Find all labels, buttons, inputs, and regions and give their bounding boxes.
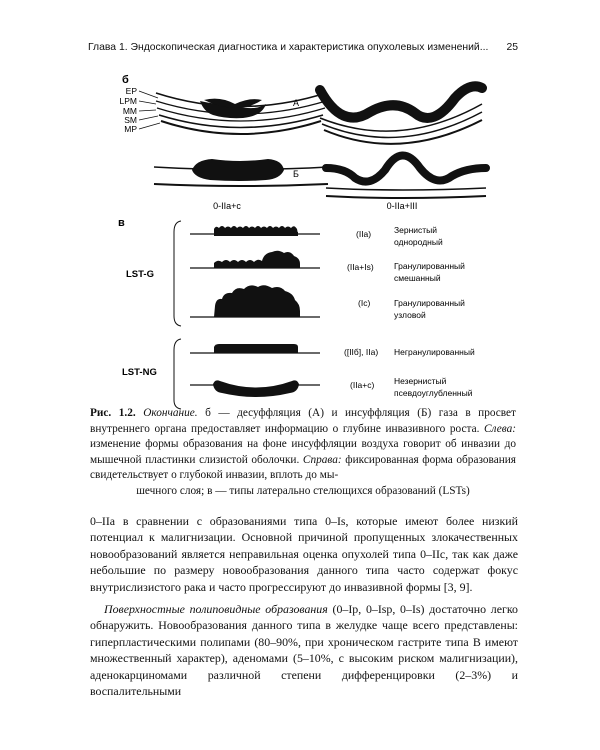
panel-b-label: б: [122, 74, 129, 86]
caption-left: Слева:: [484, 422, 516, 435]
lst-shape-granular-homogeneous: [190, 226, 320, 236]
bracket-lst-g: [174, 221, 181, 326]
chapter-title: Глава 1. Эндоскопическая диагностика и характеристика опухолевых изменений...: [88, 42, 489, 53]
group-label-lst-ng: LST-NG: [122, 367, 157, 378]
lst-shape-non-granular: [190, 344, 320, 353]
layer-leader-lines: [139, 91, 160, 129]
body-text: [90, 513, 518, 699]
lst-shape-granular-mixed: [190, 251, 320, 268]
code-iia: (IIa): [356, 229, 372, 239]
diagram-iia-c-deflated: [156, 93, 326, 134]
paragraph-1: 0–IIa в сравнении с образованиями типа 0–Is, которые имеют более низкий потенциал к малигнизации. Основной причиной пропущенных злокачественных новообразований является неправильная оценка опухолей типа 0–IIc, так как даже небольшие по размеру новообразования данного типа часто содержат фокус внутрислизистого рака и часто прогрессируют до инвазивной формы [3, 9].: [90, 514, 518, 594]
caption-right: Справа:: [302, 453, 342, 466]
paragraph-2-rest: (0–Ip, 0–Isp, 0–Is) достаточно легко обнаружить. Новообразования данного типа в желудке чаще всего представлены: гиперпластическими полипами (80–90%, при хроническом гастрите типа B имеют множественный характер), аденомами (5–10%, с высоким риском малигнизации), аденокарциномами различной степени дифференцировки (2–3%) и воспалительными: [90, 602, 518, 699]
layer-label-lpm: LPM: [119, 96, 137, 106]
layer-label-ep: EP: [125, 86, 137, 96]
caption-text-2: изменение формы образования на фоне инсуффляции воздуха говорит об инвазии до мышечной пластинки слизистой оболочки.: [90, 438, 516, 466]
page-number: 25: [506, 42, 518, 53]
diagram-iia-iii-inflated: [326, 155, 486, 198]
desc-granular-mixed-2: смешанный: [394, 273, 441, 283]
diagram-iia-iii-deflated: [320, 86, 482, 143]
group-label-lst-g: LST-G: [126, 269, 154, 280]
desc-granular-nodular-2: узловой: [394, 310, 426, 320]
caption-text-1: б — десуффляция (А) и инсуффляция (Б) газа в просвет внутреннего органа предоставляет информацию о глубине инвазивного роста.: [90, 407, 516, 435]
paragraph-2: [90, 601, 518, 699]
caption-ending: Окончание.: [143, 407, 198, 419]
bracket-lst-ng: [174, 339, 181, 409]
desc-non-granular: Негранулированный: [394, 347, 475, 357]
lst-shape-pseudo-depressed: [190, 380, 320, 397]
desc-granular-nodular-1: Гранулированный: [394, 298, 465, 308]
panel-v-label: в: [118, 217, 125, 229]
code-iib-iia: ([IIб], IIa): [344, 347, 379, 357]
desc-pseudo-depressed-1: Незернистый: [394, 376, 447, 386]
paragraph-2-italic: Поверхностные полиповидные образования: [104, 602, 328, 617]
row-label-b: Б: [293, 169, 299, 179]
figure-caption: [90, 406, 516, 499]
desc-granular-mixed-1: Гранулированный: [394, 261, 465, 271]
caption-label: Рис. 1.2.: [90, 407, 136, 419]
layer-label-mm: MM: [122, 106, 137, 116]
caption-text-4: шечного слоя; в — типы латерально стелющихся образований (LSTs): [136, 484, 470, 497]
code-ic: (Ic): [358, 298, 371, 308]
caption-text-3: фиксированная форма образования свидетельствует о глубокой инвазии, вплоть до мы-: [90, 453, 517, 481]
desc-granular-homogeneous-1: Зернистый: [394, 225, 438, 235]
desc-granular-homogeneous-2: однородный: [394, 237, 443, 247]
layer-label-sm: SM: [124, 115, 137, 125]
layer-label-mp: MP: [124, 124, 137, 134]
col-label-iia-iii: 0-IIa+III: [386, 201, 418, 211]
code-iia-c: (IIa+c): [350, 380, 375, 390]
desc-pseudo-depressed-2: псевдоуглубленный: [394, 388, 473, 398]
row-label-a: А: [293, 98, 300, 108]
lst-shape-granular-nodular: [190, 285, 320, 317]
layer-labels: [120, 86, 138, 134]
diagram-iia-c-inflated: [154, 159, 328, 186]
code-iia-is: (IIa+Is): [347, 262, 374, 272]
col-label-iia-c: 0-IIa+c: [213, 201, 241, 211]
